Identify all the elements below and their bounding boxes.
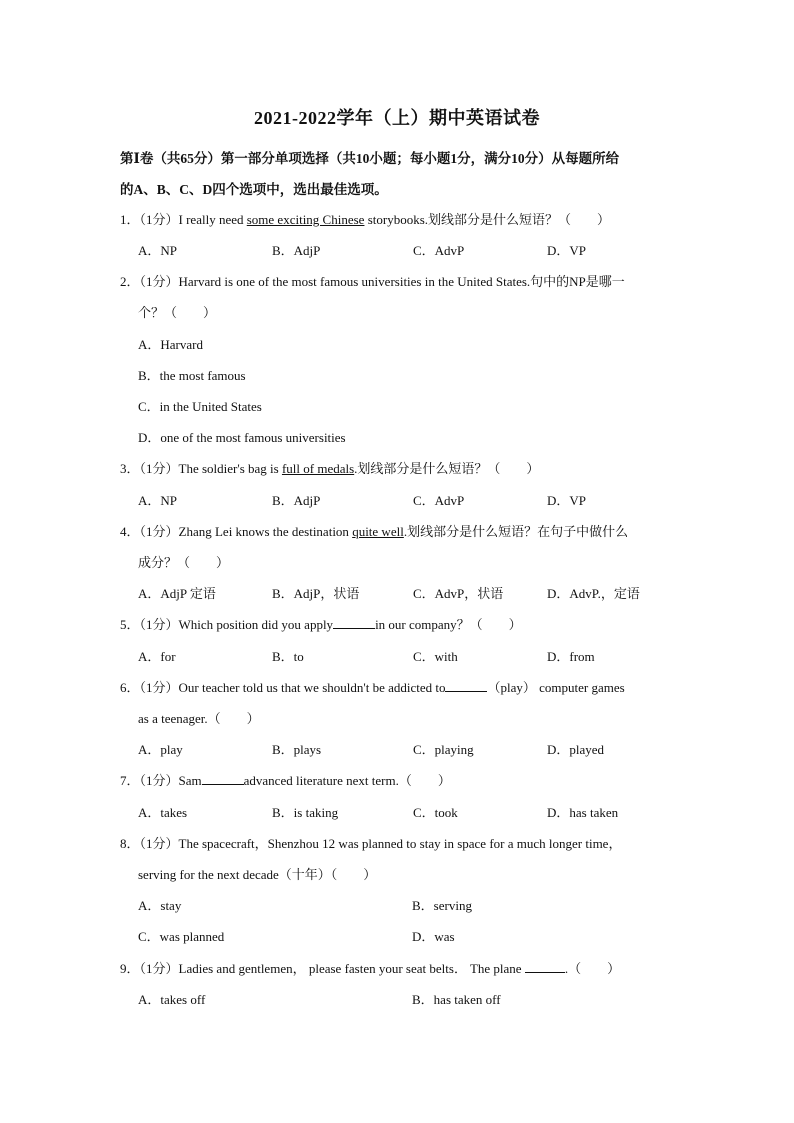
question-number: 8．（1分） xyxy=(120,836,179,851)
question-text: .（ ） xyxy=(564,961,621,976)
question-number: 9．（1分） xyxy=(120,961,179,976)
underlined-phrase: quite well xyxy=(352,524,404,539)
question-text: Sam xyxy=(178,773,202,788)
option-a[interactable]: A．Harvard xyxy=(138,337,203,352)
question-number: 3．（1分） xyxy=(120,461,179,476)
question-text: （play） computer games xyxy=(487,680,625,695)
question-text: I really need xyxy=(178,212,247,227)
question-text: The spacecraft，Shenzhou 12 was planned to stay in space for a much longer time， xyxy=(178,836,622,851)
question-stem xyxy=(120,614,522,633)
option-c[interactable]: C．in the United States xyxy=(138,399,262,414)
underlined-phrase: some exciting Chinese xyxy=(246,212,365,227)
option-a[interactable]: A．NP xyxy=(138,243,178,258)
option-b[interactable]: B．AdjP xyxy=(272,243,321,258)
exam-title: 2021-2022学年（上）期中英语试卷 xyxy=(254,108,540,128)
question-stem xyxy=(120,209,610,228)
option-d[interactable]: D．one of the most famous universities xyxy=(138,430,346,445)
question-stem xyxy=(120,521,628,540)
option-c[interactable]: C．with xyxy=(413,649,458,664)
option-a[interactable]: A．play xyxy=(138,742,183,757)
option-d[interactable]: D．VP xyxy=(547,243,587,258)
question-text: Zhang Lei knows the destination xyxy=(178,524,353,539)
option-b[interactable]: B．to xyxy=(272,649,304,664)
question-stem xyxy=(120,458,539,477)
option-a[interactable]: A．AdjP 定语 xyxy=(138,586,216,601)
question-number: 6．（1分） xyxy=(120,680,179,695)
option-c[interactable]: C．AdvP xyxy=(413,243,465,258)
question-text: The soldier's bag is xyxy=(178,461,282,476)
question-text: Our teacher told us that we shouldn't be addicted to xyxy=(178,680,446,695)
question-number: 5．（1分） xyxy=(120,617,179,632)
answer-blank[interactable] xyxy=(525,961,565,973)
question-text: .划线部分是什么短语？（ ） xyxy=(354,461,540,476)
option-d[interactable]: D．has taken xyxy=(547,805,619,820)
option-c[interactable]: C．was planned xyxy=(138,929,225,944)
question-stem-continued: serving for the next decade（十年）（ ） xyxy=(138,867,377,882)
option-c[interactable]: C．AdvP xyxy=(413,493,465,508)
option-a[interactable]: A．stay xyxy=(138,898,182,913)
question-text: in our company？（ ） xyxy=(375,617,522,632)
option-d[interactable]: D．was xyxy=(412,929,455,944)
option-c[interactable]: C．playing xyxy=(413,742,474,757)
option-b[interactable]: B．AdjP，状语 xyxy=(272,586,360,601)
underlined-phrase: full of medals xyxy=(281,461,355,476)
question-stem xyxy=(120,677,625,696)
option-d[interactable]: D．played xyxy=(547,742,605,757)
question-stem xyxy=(120,271,625,290)
instructions-line-2: 的A、B、C、D四个选项中，选出最佳选项。 xyxy=(120,182,388,197)
option-b[interactable]: B．the most famous xyxy=(138,368,246,383)
instructions-line-1: 第Ⅰ卷（共65分）第一部分单项选择（共10小题；每小题1分，满分10分）从每题所给 xyxy=(120,151,620,166)
option-c[interactable]: C．AdvP，状语 xyxy=(413,586,504,601)
option-a[interactable]: A．takes off xyxy=(138,992,206,1007)
option-a[interactable]: A．for xyxy=(138,649,176,664)
option-d[interactable]: D．from xyxy=(547,649,595,664)
option-b[interactable]: B．AdjP xyxy=(272,493,321,508)
question-number: 4．（1分） xyxy=(120,524,179,539)
option-d[interactable]: D．AdvP.，定语 xyxy=(547,586,640,601)
option-a[interactable]: A．NP xyxy=(138,493,178,508)
option-b[interactable]: B．has taken off xyxy=(412,992,501,1007)
option-c[interactable]: C．took xyxy=(413,805,458,820)
answer-blank[interactable] xyxy=(445,680,487,692)
question-text: advanced literature next term.（ ） xyxy=(243,773,451,788)
option-b[interactable]: B．plays xyxy=(272,742,322,757)
question-stem-continued: 个？（ ） xyxy=(138,305,217,320)
question-text: .划线部分是什么短语？在句子中做什么 xyxy=(403,524,629,539)
question-stem xyxy=(120,833,621,852)
question-text: Ladies and gentlemen， please fasten your seat belts． The plane xyxy=(178,961,525,976)
question-text: Harvard is one of the most famous universities in the United States.句中的NP是哪一 xyxy=(178,274,625,289)
option-d[interactable]: D．VP xyxy=(547,493,587,508)
question-stem-continued: as a teenager.（ ） xyxy=(138,711,260,726)
question-stem xyxy=(120,770,451,789)
question-number: 1．（1分） xyxy=(120,212,179,227)
option-b[interactable]: B．is taking xyxy=(272,805,339,820)
answer-blank[interactable] xyxy=(202,773,244,785)
answer-blank[interactable] xyxy=(333,617,375,629)
option-b[interactable]: B．serving xyxy=(412,898,472,913)
question-stem-continued: 成分？（ ） xyxy=(138,555,230,570)
question-stem xyxy=(120,958,620,977)
option-a[interactable]: A．takes xyxy=(138,805,188,820)
question-number: 7．（1分） xyxy=(120,773,179,788)
question-text: Which position did you apply xyxy=(178,617,334,632)
question-number: 2．（1分） xyxy=(120,274,179,289)
question-text: storybooks.划线部分是什么短语？（ ） xyxy=(364,212,610,227)
